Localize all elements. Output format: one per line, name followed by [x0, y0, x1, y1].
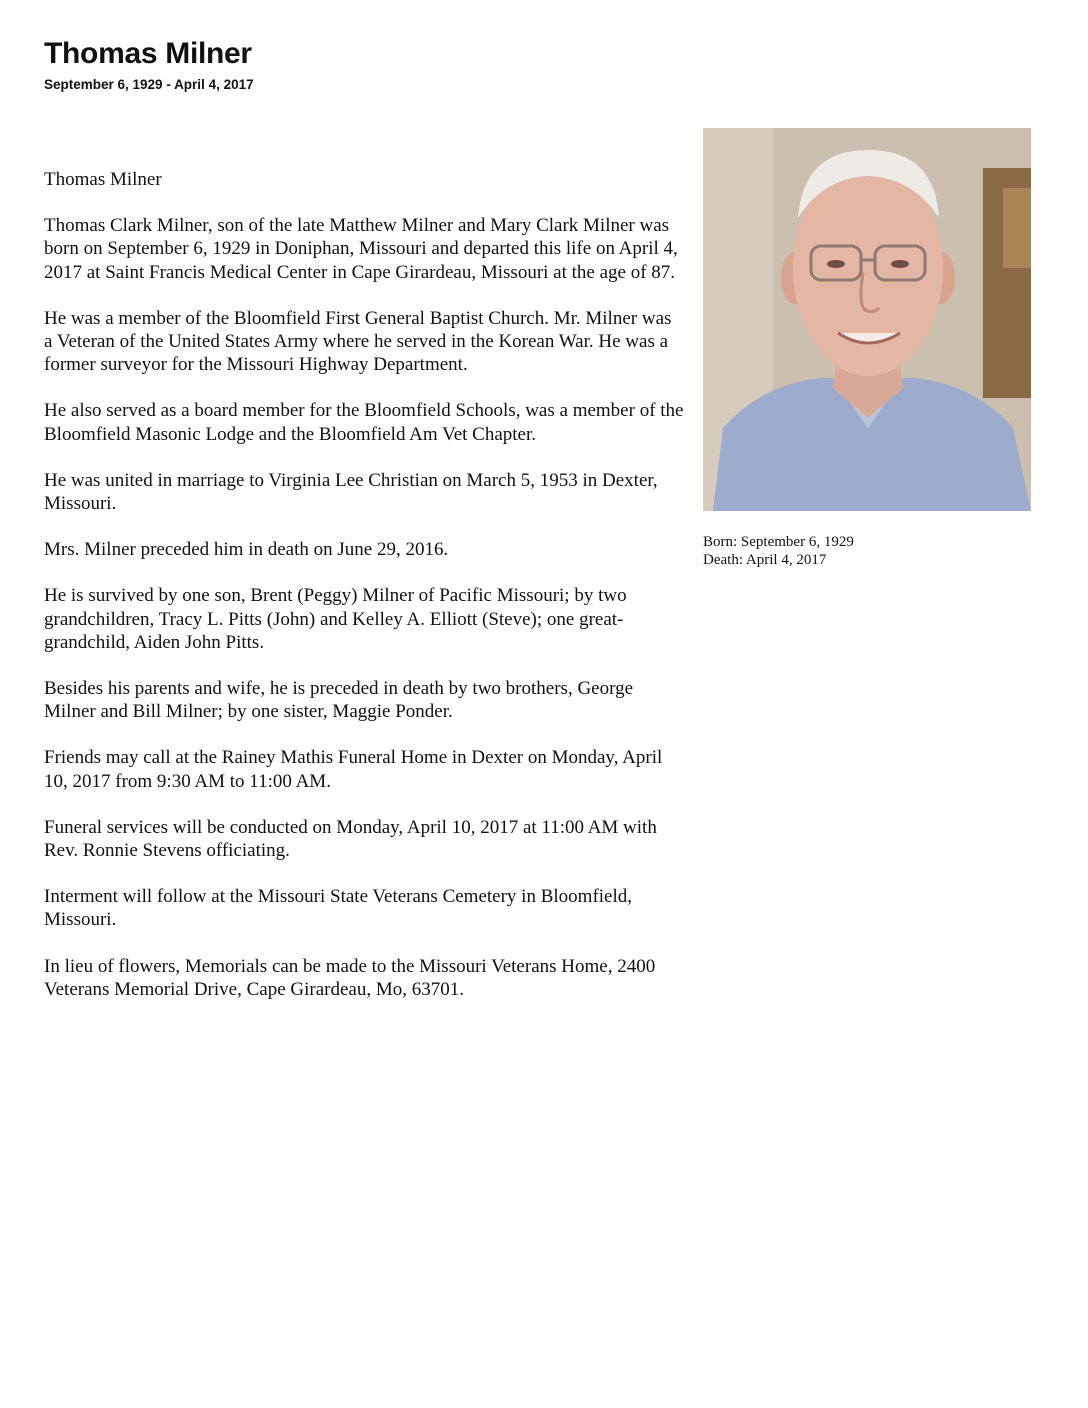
obituary-paragraph: He also served as a board member for the Bloomfield Schools, was a member of the Bloomfield Masonic Lodge and the Bloomfield Am Vet Chapter.	[44, 400, 684, 445]
death-date: Death: April 4, 2017	[703, 552, 827, 568]
obituary-paragraph: Thomas Milner	[44, 169, 162, 190]
obituary-paragraph: He was a member of the Bloomfield First General Baptist Church. Mr. Milner was a Veteran of the United States Army where he served in the Korean War. He was a former surveyor for the Missouri Highway Department.	[44, 307, 672, 376]
obituary-paragraph: Friends may call at the Rainey Mathis Funeral Home in Dexter on Monday, April 10, 2017 from 9:30 AM to 11:00 AM.	[44, 747, 663, 792]
obituary-paragraph: In lieu of flowers, Memorials can be made to the Missouri Veterans Home, 2400 Veterans Memorial Drive, Cape Girardeau, Mo, 63701.	[44, 955, 656, 1000]
obituary-paragraph: He was united in marriage to Virginia Lee Christian on March 5, 1953 in Dexter, Missouri.	[44, 469, 658, 515]
portrait-photo	[703, 128, 1031, 511]
obituary-header	[44, 36, 1044, 94]
obituary-paragraph: He is survived by one son, Brent (Peggy) Milner of Pacific Missouri; by two grandchildren, Tracy L. Pitts (John) and Kelley A. Elliott (Steve); one great-grandchild, Aiden John Pitts.	[44, 585, 627, 653]
obituary-paragraph: Besides his parents and wife, he is preceded in death by two brothers, George Milner and Bill Milner; by one sister, Maggie Ponder.	[44, 678, 634, 723]
obituary-paragraph: Interment will follow at the Missouri State Veterans Cemetery in Bloomfield, Missouri.	[44, 886, 633, 931]
portrait-illustration	[703, 128, 1031, 511]
obituary-body	[44, 168, 684, 1024]
life-dates: September 6, 1929 - April 4, 2017	[44, 77, 254, 92]
life-dates-caption	[703, 533, 1043, 569]
obituary-paragraph: Thomas Clark Milner, son of the late Matthew Milner and Mary Clark Milner was born on September 6, 1929 in Doniphan, Missouri and departed this life on April 4, 2017 at Saint Francis Medical Center in Cape Girardeau, Missouri at the age of 87.	[44, 215, 678, 283]
obituary-paragraph: Mrs. Milner preceded him in death on June 29, 2016.	[44, 539, 449, 561]
obituary-paragraph: Funeral services will be conducted on Monday, April 10, 2017 at 11:00 AM with Rev. Ronnie Stevens officiating.	[44, 816, 657, 862]
deceased-name: Thomas Milner	[44, 37, 252, 70]
born-date: Born: September 6, 1929	[703, 534, 854, 550]
